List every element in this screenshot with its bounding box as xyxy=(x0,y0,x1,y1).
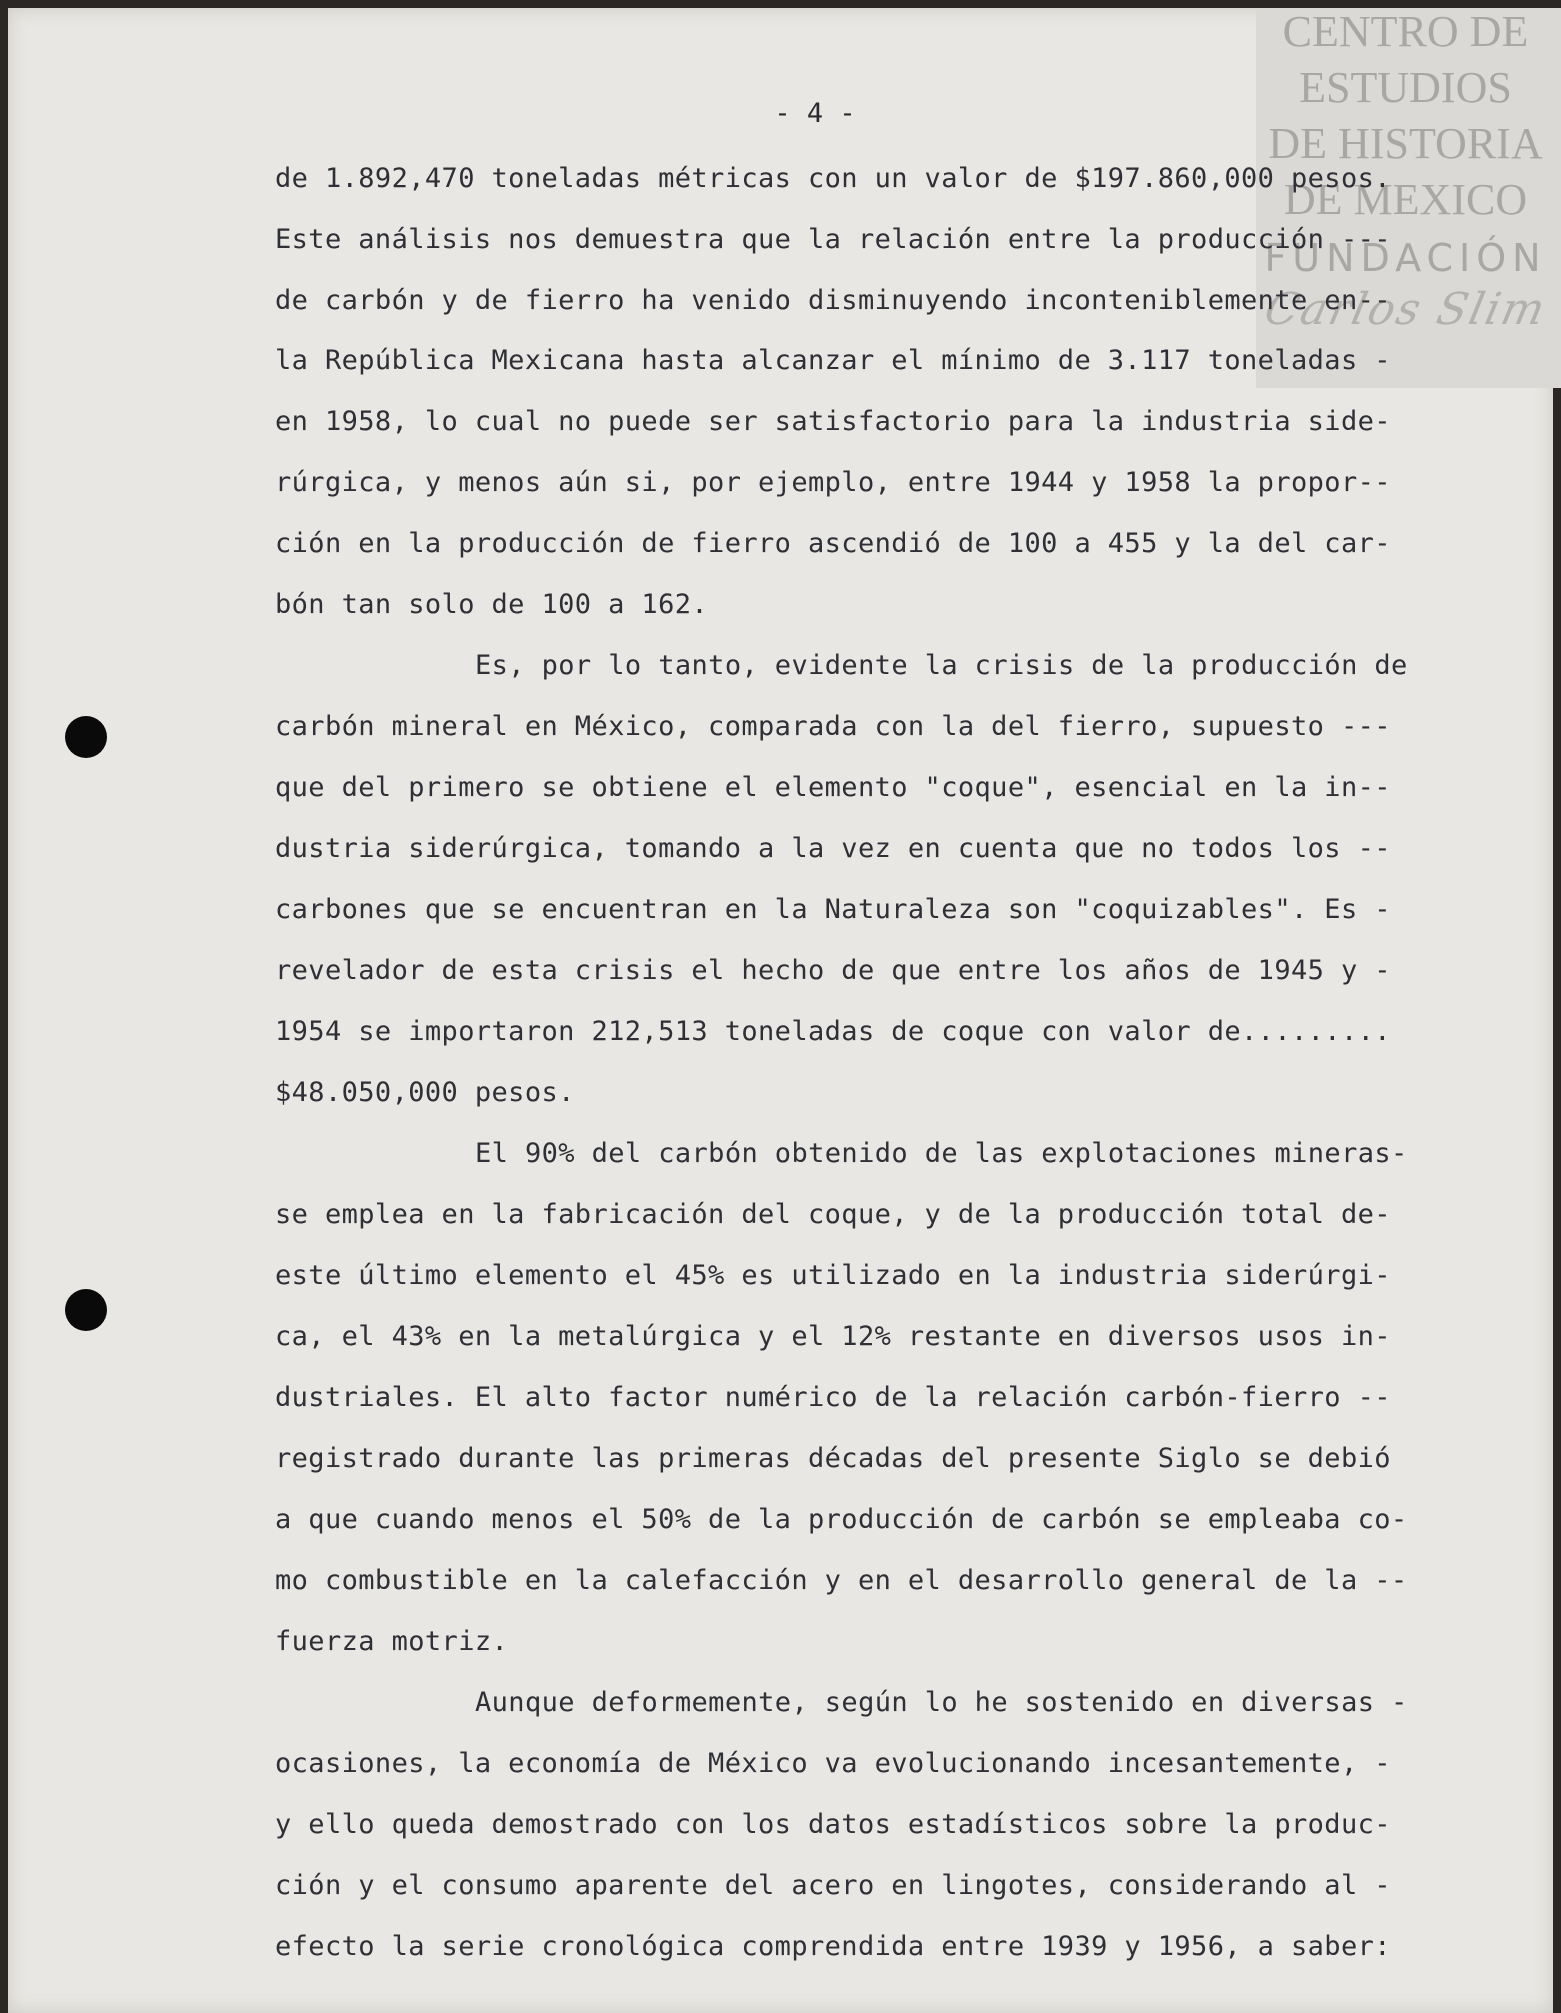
text-line: efecto la serie cronológica comprendida entre 1939 y 1956, a saber: xyxy=(275,1931,1391,1962)
text-line: ción y el consumo aparente del acero en lingotes, considerando al - xyxy=(275,1870,1391,1901)
text-line: El 90% del carbón obtenido de las explotaciones mineras- xyxy=(475,1138,1408,1169)
text-line: Este análisis nos demuestra que la relación entre la producción --- xyxy=(275,224,1391,255)
text-line: ocasiones, la economía de México va evolucionando incesantemente, - xyxy=(275,1748,1391,1779)
text-line: ción en la producción de fierro ascendió de 100 a 455 y la del car- xyxy=(275,528,1391,559)
text-line: se emplea en la fabricación del coque, y de la producción total de- xyxy=(275,1199,1391,1230)
text-line: carbón mineral en México, comparada con la del fierro, supuesto --- xyxy=(275,711,1391,742)
text-line: dustriales. El alto factor numérico de la relación carbón-fierro -- xyxy=(275,1382,1391,1413)
watermark-line: DE HISTORIA xyxy=(1268,119,1543,168)
text-line: mo combustible en la calefacción y en el desarrollo general de la -- xyxy=(275,1565,1408,1596)
text-line: rúrgica, y menos aún si, por ejemplo, entre 1944 y 1958 la propor-- xyxy=(275,467,1391,498)
text-line: registrado durante las primeras décadas del presente Siglo se debió xyxy=(275,1443,1391,1474)
watermark-foundation: FUNDACIÓN xyxy=(1264,236,1547,280)
punch-hole xyxy=(65,1289,107,1331)
text-line: bón tan solo de 100 a 162. xyxy=(275,589,709,620)
text-line: este último elemento el 45% es utilizado en la industria siderúrgi- xyxy=(275,1260,1391,1291)
text-line: carbones que se encuentran en la Naturaleza son "coquizables". Es - xyxy=(275,894,1391,925)
text-line: en 1958, lo cual no puede ser satisfactorio para la industria side- xyxy=(275,406,1391,437)
text-line: $48.050,000 pesos. xyxy=(275,1077,575,1108)
watermark-line: CENTRO DE xyxy=(1282,7,1529,56)
text-line: Es, por lo tanto, evidente la crisis de la producción de xyxy=(475,650,1408,681)
watermark-signature: Carlos Slim xyxy=(1260,284,1552,335)
watermark-line: DE MEXICO xyxy=(1283,175,1528,224)
text-line: a que cuando menos el 50% de la producción de carbón se empleaba co- xyxy=(275,1504,1408,1535)
page-number: - 4 - xyxy=(774,98,856,129)
text-line: Aunque deformemente, según lo he sostenido en diversas - xyxy=(475,1687,1408,1718)
punch-hole xyxy=(65,716,107,758)
text-line: la República Mexicana hasta alcanzar el mínimo de 3.117 toneladas - xyxy=(275,345,1391,376)
text-line: revelador de esta crisis el hecho de que entre los años de 1945 y - xyxy=(275,955,1391,986)
text-line: dustria siderúrgica, tomando a la vez en cuenta que no todos los -- xyxy=(275,833,1391,864)
text-line: de carbón y de fierro ha venido disminuyendo inconteniblemente en-- xyxy=(275,285,1391,316)
watermark-line: ESTUDIOS xyxy=(1299,63,1512,112)
text-line: fuerza motriz. xyxy=(275,1626,509,1657)
text-line: ca, el 43% en la metalúrgica y el 12% restante en diversos usos in- xyxy=(275,1321,1391,1352)
text-line: de 1.892,470 toneladas métricas con un valor de $197.860,000 pesos. xyxy=(275,163,1391,194)
text-line: y ello queda demostrado con los datos estadísticos sobre la produc- xyxy=(275,1809,1391,1840)
text-line: que del primero se obtiene el elemento "coque", esencial en la in-- xyxy=(275,772,1391,803)
text-line: 1954 se importaron 212,513 toneladas de coque con valor de......... xyxy=(275,1016,1391,1047)
